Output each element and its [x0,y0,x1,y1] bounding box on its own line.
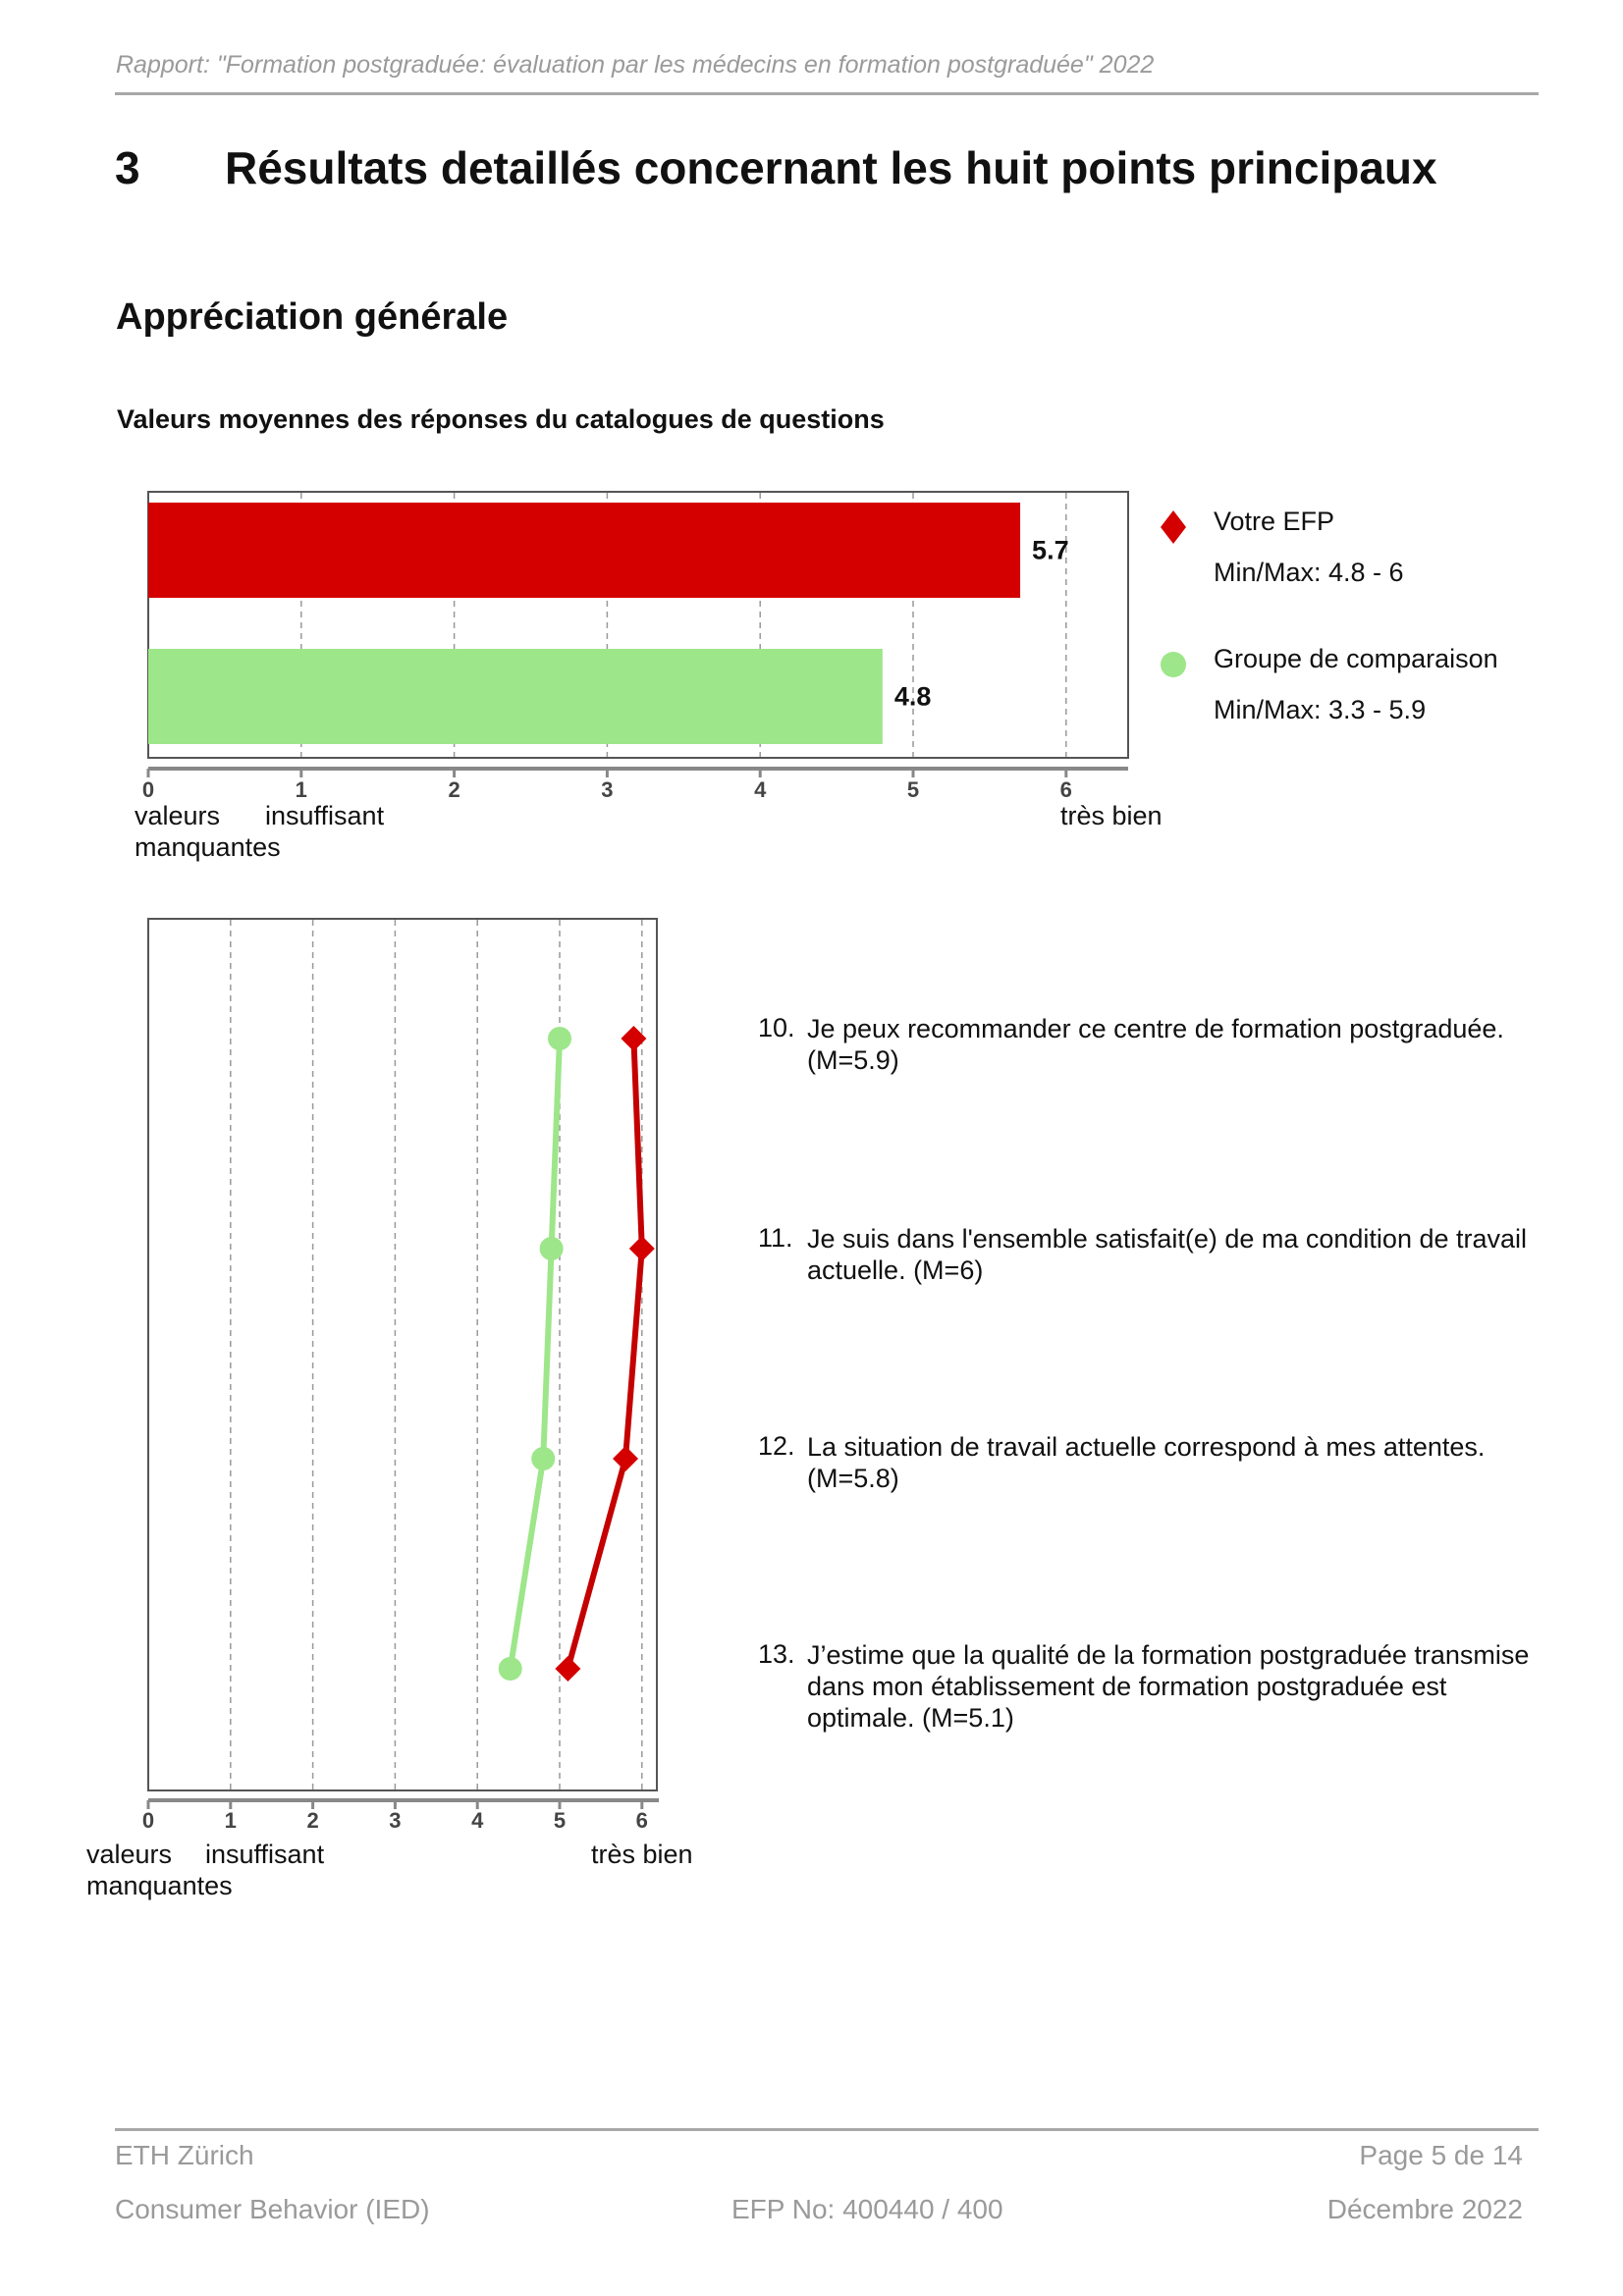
bar-chart [0,0,1623,883]
footer-org: ETH Zürich [115,2140,254,2170]
bar-tick-label-4: 4 [754,777,767,802]
profile-tick-label-5: 5 [553,1808,567,1833]
profile-tick-label-6: 6 [635,1808,648,1833]
point-groupe-comparaison-11 [540,1237,564,1260]
question-number-12: 12. [758,1431,795,1461]
bar-value-label-groupe-comparaison: 4.8 [893,681,932,712]
question-number-10: 10. [758,1013,795,1042]
bar-tick-label-1: 1 [295,777,307,802]
legend-circle-icon [1161,652,1186,677]
section-title: Résultats detaillés concernant les huit points principaux [225,142,1437,193]
bar-chart-title: Valeurs moyennes des réponses du catalogues de questions [117,404,885,434]
profile-tick-label-3: 3 [389,1808,402,1833]
profile-chart-gridlines [231,920,642,1789]
profile-scale-label-one: insuffisant [205,1840,325,1869]
profile-tick-label-1: 1 [224,1808,237,1833]
series-line-votre-efp [568,1039,641,1669]
legend-votre-efp: Votre EFP [1214,507,1335,536]
footer-dept: Consumer Behavior (IED) [115,2194,430,2224]
section-number: 3 [115,142,140,193]
bar-scale-label-one: insuffisant [265,801,385,830]
bar-tick-label-3: 3 [601,777,614,802]
series-line-groupe-comparaison [511,1039,560,1669]
footer-date: Décembre 2022 [1326,2194,1523,2224]
bar-groupe-comparaison [148,649,883,744]
point-votre-efp-11 [629,1236,655,1261]
profile-chart-frame [148,919,657,1790]
bar-tick-label-2: 2 [448,777,460,802]
point-votre-efp-12 [613,1446,638,1471]
bar-scale-label-six: très bien [1060,801,1163,830]
bar-tick-label-0: 0 [141,777,155,802]
bar-tick-label-5: 5 [906,777,920,802]
question-text-10: Je peux recommander ce centre de formation postgraduée. (M=5.9) [807,1014,1504,1075]
profile-scale-label-zero-line2: manquantes [86,1871,233,1900]
question-text-13: J’estime que la qualité de la formation postgraduée transmise dans mon établissement de formation postgraduée est optimale. (M=5.1) [807,1640,1530,1733]
legend-votre-efp-minmax: Min/Max: 4.8 - 6 [1214,558,1404,587]
footer-divider [115,2128,1539,2131]
bar-scale-label-zero-line1: valeurs [135,801,221,830]
profile-scale-label-zero-line1: valeurs [86,1840,173,1869]
point-groupe-comparaison-10 [548,1027,571,1050]
question-text-12: La situation de travail actuelle correspond à mes attentes. (M=5.8) [807,1432,1486,1493]
profile-tick-label-2: 2 [306,1808,319,1833]
legend-diamond-icon [1161,510,1186,544]
report-header-title: Rapport: "Formation postgraduée: évaluation par les médecins en formation postgraduée" 2022 [116,51,1155,79]
profile-scale-label-six: très bien [591,1840,693,1869]
question-text-11: Je suis dans l'ensemble satisfait(e) de ma condition de travail actuelle. (M=6) [807,1224,1528,1285]
question-number-11: 11. [758,1223,793,1253]
legend-groupe-comparaison-minmax: Min/Max: 3.3 - 5.9 [1214,695,1427,724]
bar-votre-efp [148,503,1020,598]
subsection-title: Appréciation générale [116,296,509,338]
footer-page-number: Page 5 de 14 [1359,2140,1523,2170]
legend-groupe-comparaison: Groupe de comparaison [1214,644,1498,673]
profile-tick-label-0: 0 [141,1808,155,1833]
bar-tick-label-6: 6 [1059,777,1072,802]
footer-efp-number: EFP No: 400440 / 400 [731,2194,1003,2224]
question-number-13: 13. [758,1639,795,1669]
profile-tick-label-4: 4 [471,1808,484,1833]
point-groupe-comparaison-12 [531,1447,555,1470]
bar-value-label-votre-efp: 5.7 [1032,535,1069,565]
bar-scale-label-zero-line2: manquantes [135,832,281,862]
point-groupe-comparaison-13 [499,1657,522,1681]
